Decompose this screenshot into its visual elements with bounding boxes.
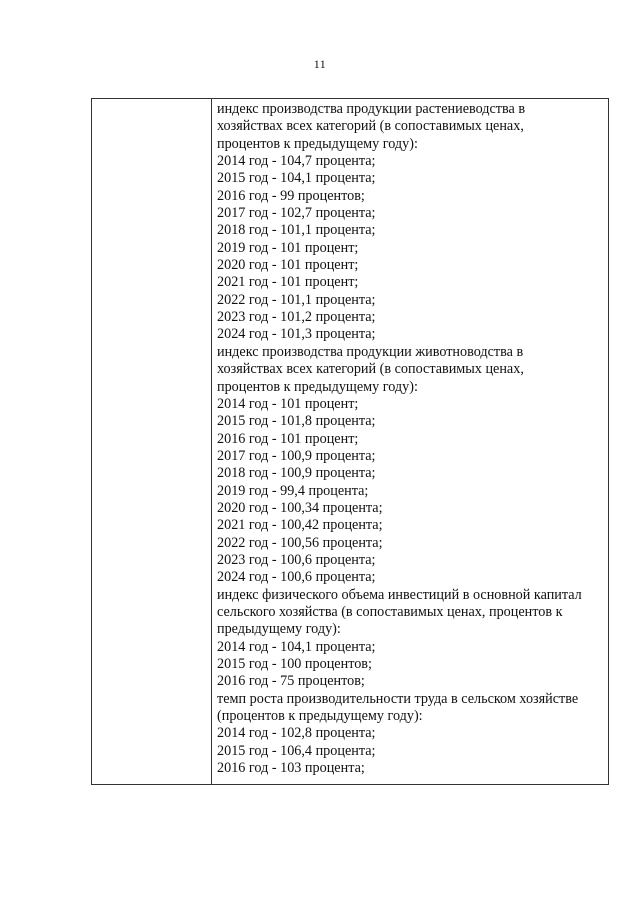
text-line: 2016 год - 103 процента; (217, 760, 365, 777)
table-left-cell (92, 99, 212, 784)
text-line: 2024 год - 101,3 процента; (217, 326, 376, 343)
text-line: сельского хозяйства (в сопоставимых ценах, процентов к (217, 603, 563, 620)
text-line: (процентов к предыдущему году): (217, 708, 423, 725)
text-line: хозяйствах всех категорий (в сопоставимых ценах, (217, 361, 524, 378)
text-line: 2020 год - 100,34 процента; (217, 499, 383, 516)
text-line: 2016 год - 99 процентов; (217, 187, 365, 204)
text-line: 2019 год - 101 процент; (217, 239, 359, 256)
text-line: 2014 год - 104,1 процента; (217, 638, 376, 655)
text-line: 2022 год - 101,1 процента; (217, 291, 376, 308)
text-line: 2018 год - 100,9 процента; (217, 465, 376, 482)
table-right-cell (217, 101, 604, 777)
text-line: 2016 год - 101 процент; (217, 430, 359, 447)
text-line: 2014 год - 102,8 процента; (217, 725, 376, 742)
text-line: 2019 год - 99,4 процента; (217, 482, 369, 499)
text-line: 2024 год - 100,6 процента; (217, 569, 376, 586)
text-line: процентов к предыдущему году): (217, 378, 418, 395)
text-line: 2021 год - 100,42 процента; (217, 517, 383, 534)
text-line: хозяйствах всех категорий (в сопоставимых ценах, (217, 118, 524, 135)
text-line: индекс производства продукции растениеводства в (217, 101, 526, 117)
page-number: 11 (313, 57, 327, 71)
text-line: 2015 год - 104,1 процента; (217, 170, 376, 187)
text-line: 2014 год - 104,7 процента; (217, 153, 376, 170)
text-line: 2015 год - 101,8 процента; (217, 413, 376, 430)
text-line: темп роста производительности труда в сельском хозяйстве (217, 690, 579, 707)
text-line: 2018 год - 101,1 процента; (217, 222, 376, 239)
text-line: индекс производства продукции животноводства в (217, 343, 524, 360)
text-line: процентов к предыдущему году): (217, 135, 418, 152)
text-line: 2021 год - 101 процент; (217, 274, 359, 291)
text-line: индекс физического объема инвестиций в основной капитал (217, 586, 582, 603)
text-line: 2020 год - 101 процент; (217, 257, 359, 274)
text-line: предыдущему году): (217, 621, 341, 638)
text-line: 2017 год - 100,9 процента; (217, 447, 376, 464)
text-line: 2017 год - 102,7 процента; (217, 205, 376, 222)
text-line: 2023 год - 101,2 процента; (217, 309, 376, 326)
text-line: 2023 год - 100,6 процента; (217, 551, 376, 568)
text-line: 2014 год - 101 процент; (217, 395, 359, 412)
text-line: 2015 год - 106,4 процента; (217, 742, 376, 759)
text-line: 2016 год - 75 процентов; (217, 673, 365, 690)
indicators-table (91, 98, 609, 785)
text-line: 2015 год - 100 процентов; (217, 656, 372, 672)
text-line: 2022 год - 100,56 процента; (217, 534, 383, 551)
